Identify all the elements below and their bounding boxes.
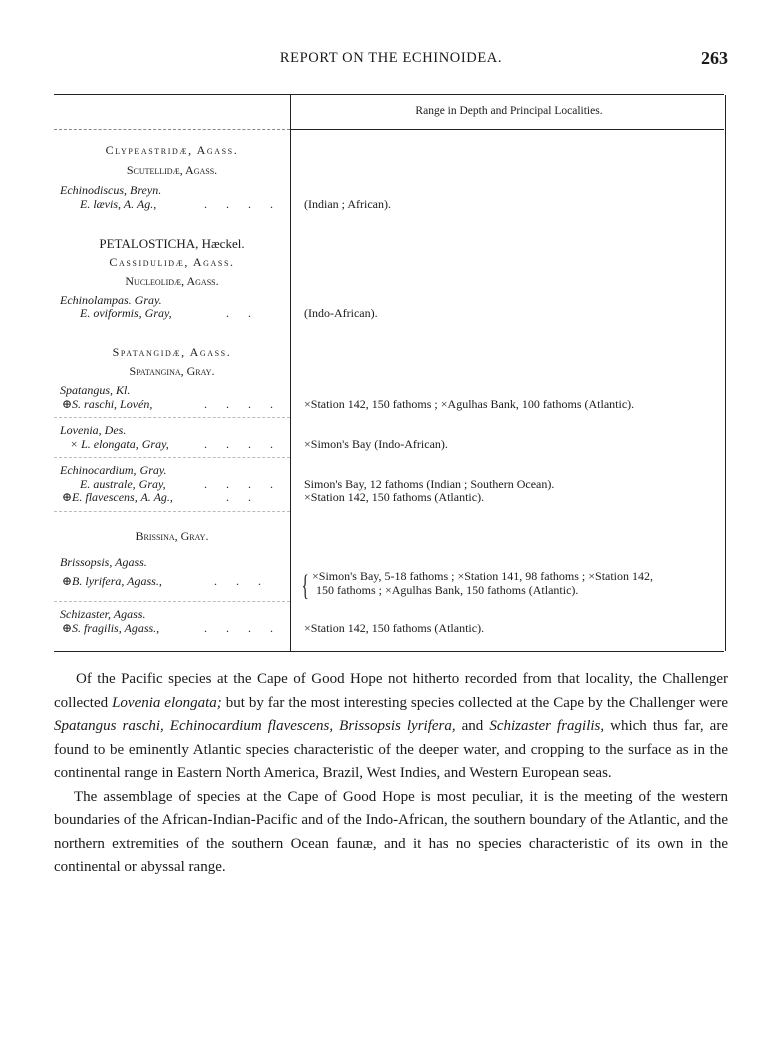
- species-e-laevis: E. lævis, A. Ag.,: [80, 197, 157, 211]
- species-name-schizaster: Schizaster fragilis,: [489, 718, 605, 734]
- paragraph-2: The assemblage of species at the Cape of Good Hope is most peculiar, it is the meeting of the western boundaries of the African-Indian-Pacific and of the Indo-African, the southern boundary of the Atlantic, and the northern extremities of the southern Ocean faunæ, and it has no species characteristic of its own in the continental or abyssal range.: [54, 788, 728, 875]
- row-separator: [54, 417, 290, 418]
- species-names-atlantic: Spatangus raschi, Echinocardium flavescens, Brissopsis lyrifera,: [54, 718, 456, 734]
- range-l-elongata: ×Simon's Bay (Indo-African).: [304, 437, 448, 451]
- row-separator: [54, 457, 290, 458]
- range-e-laevis: (Indian ; African).: [304, 197, 391, 211]
- row-separator: [54, 601, 290, 602]
- range-b-lyrifera-line2: 150 fathoms ; ×Agulhas Bank, 150 fathoms (Atlantic).: [316, 583, 579, 597]
- page-number: 263: [701, 48, 728, 68]
- species-b-lyrifera: ⊕B. lyrifera, Agass.,: [62, 574, 162, 588]
- range-s-fragilis: ×Station 142, 150 fathoms (Atlantic).: [304, 621, 485, 635]
- species-table: [54, 94, 724, 652]
- leader-dots: . .: [226, 490, 259, 504]
- running-title: REPORT ON THE ECHINOIDEA.: [279, 50, 503, 66]
- range-b-lyrifera-line1: ×Simon's Bay, 5-18 fathoms ; ×Station 141, 98 fathoms ; ×Station 142,: [312, 569, 654, 583]
- genus-brissopsis: Brissopsis, Agass.: [60, 555, 147, 569]
- species-name-lovenia: Lovenia elongata;: [112, 694, 222, 711]
- column-divider: [290, 95, 291, 651]
- species-s-fragilis: ⊕S. fragilis, Agass.,: [62, 621, 160, 635]
- range-s-raschi: ×Station 142, 150 fathoms ; ×Agulhas Bank, 100 fathoms (Atlantic).: [304, 397, 635, 411]
- family-spatangidae: Spatangidæ, Agass.: [112, 345, 232, 359]
- genus-echinolampas: Echinolampas. Gray.: [60, 293, 162, 307]
- leader-dots: . . . .: [204, 477, 281, 491]
- leader-dots: . .: [226, 306, 259, 320]
- paragraph-1-text-a: Of the Pacific species at the Cape of Good Hope not hitherto recorded from that locality, the Challenger collected: [54, 671, 728, 711]
- range-brace: {: [301, 569, 309, 602]
- group-petalosticha: PETALOSTICHA, Hæckel.: [99, 236, 245, 251]
- family-cassidulidae: Cassidulidæ, Agass.: [109, 255, 235, 269]
- row-separator: [54, 511, 290, 512]
- running-header: [54, 48, 728, 72]
- leader-dots: . . . .: [204, 397, 281, 411]
- paragraph-1-text-b: but by far the most interesting species collected at the Cape by the Challenger were: [221, 694, 728, 711]
- table-right-border: [725, 95, 726, 651]
- header-rule-left: [54, 129, 290, 130]
- subfamily-brissina: Brissina, Gray.: [135, 529, 209, 543]
- subfamily-spatangina: Spatangina, Gray.: [129, 364, 215, 378]
- paragraph-1: [54, 668, 728, 786]
- genus-echinocardium: Echinocardium, Gray.: [60, 463, 167, 477]
- paragraph-1-text-c: and: [455, 718, 490, 734]
- range-e-oviformis: (Indo-African).: [304, 306, 378, 320]
- species-e-oviformis: E. oviformis, Gray,: [80, 306, 172, 320]
- paragraph-1-text-d: which thus far, are found to be eminently Atlantic species characteristic of the deeper water, and cropping to the surface as in the continental range in Eastern North America, Brazil, West Indies, and Western European seas.: [54, 718, 728, 781]
- range-e-australe: Simon's Bay, 12 fathoms (Indian ; Southern Ocean).: [304, 477, 555, 491]
- genus-echinodiscus: Echinodiscus, Breyn.: [60, 183, 162, 197]
- family-clypeastridae: Clypeastridæ, Agass.: [105, 143, 239, 157]
- genus-schizaster: Schizaster, Agass.: [60, 607, 146, 621]
- leader-dots: . . . .: [204, 197, 281, 211]
- leader-dots: . . . .: [204, 621, 281, 635]
- species-l-elongata: × L. elongata, Gray,: [70, 437, 169, 451]
- subfamily-scutellidae: Scutellidæ, Agass.: [126, 163, 218, 177]
- body-text: [54, 668, 728, 880]
- leader-dots: . . .: [214, 574, 269, 588]
- column-header-range: Range in Depth and Principal Localities.: [415, 105, 603, 117]
- genus-spatangus: Spatangus, Kl.: [60, 383, 131, 397]
- species-s-raschi: ⊕S. raschi, Lovén,: [62, 397, 153, 411]
- subfamily-nucleolidae: Nucleolidæ, Agass.: [125, 274, 219, 288]
- range-e-flavescens: ×Station 142, 150 fathoms (Atlantic).: [304, 490, 485, 504]
- genus-lovenia: Lovenia, Des.: [60, 423, 127, 437]
- header-rule: [290, 129, 724, 130]
- species-e-flavescens: ⊕E. flavescens, A. Ag.,: [62, 490, 173, 504]
- species-e-australe: E. australe, Gray,: [80, 477, 166, 491]
- leader-dots: . . . .: [204, 437, 281, 451]
